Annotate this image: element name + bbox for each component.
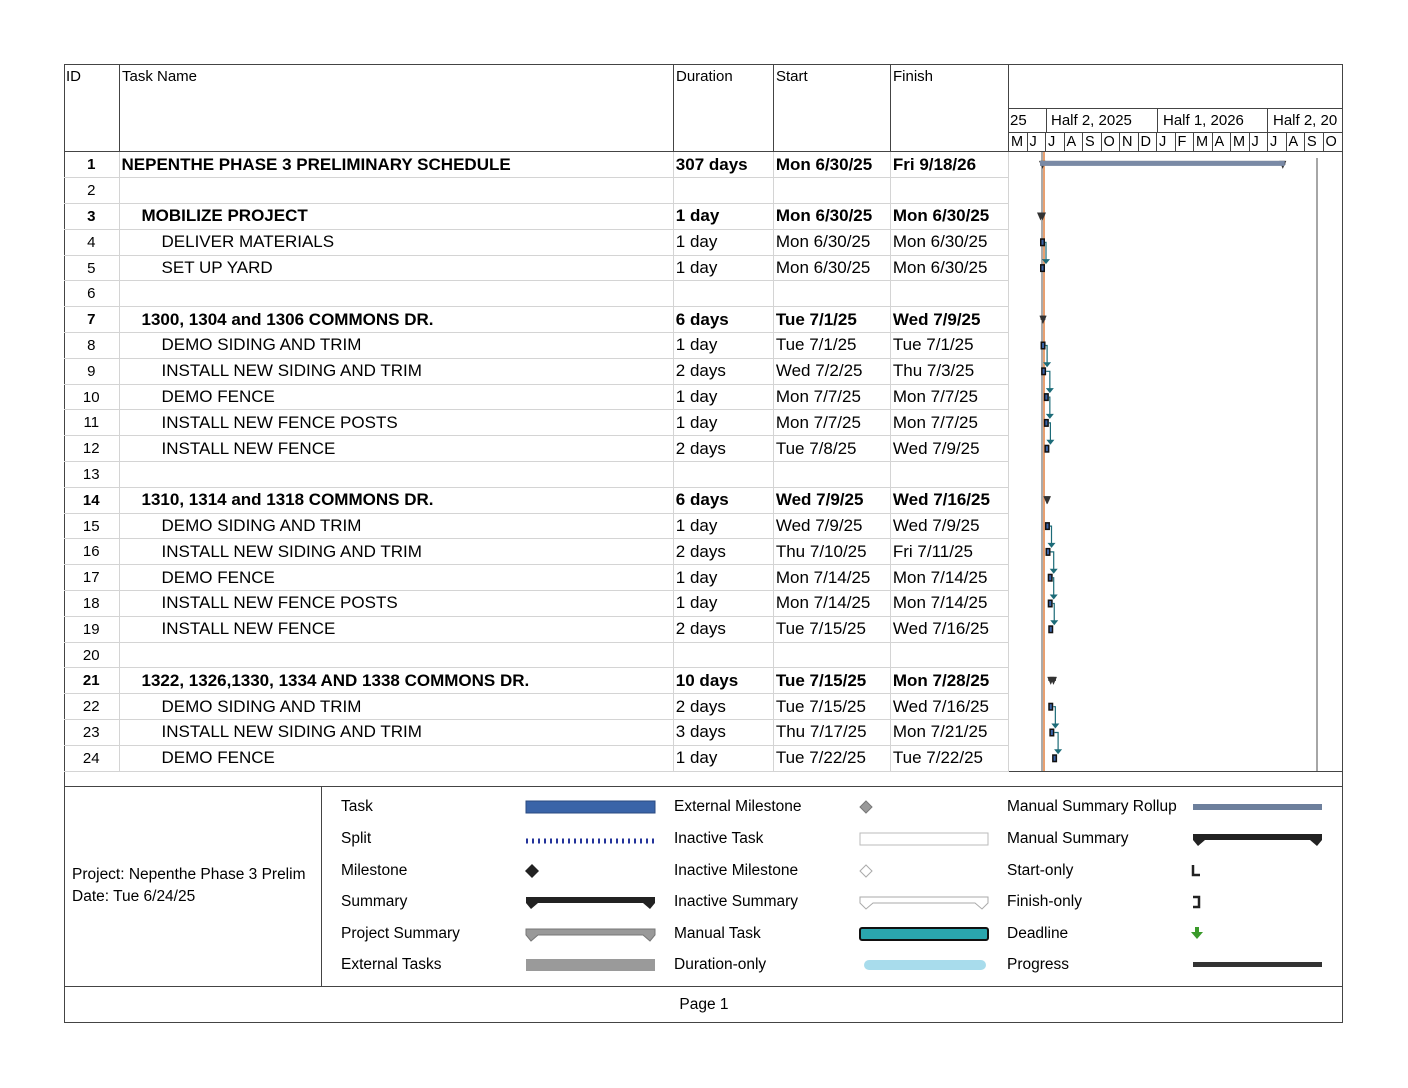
- timescale-month-divider: [1193, 132, 1194, 151]
- legend-label: Deadline: [1007, 925, 1069, 942]
- task-bar-fill: [1049, 575, 1051, 580]
- task-start: Mon 6/30/25: [773, 255, 890, 281]
- task-id: 13: [64, 462, 119, 488]
- task-id: 23: [64, 720, 119, 746]
- task-start: Mon 6/30/25: [773, 152, 890, 178]
- task-finish: Tue 7/1/25: [890, 333, 1008, 359]
- external-tasks-bar-icon: [526, 959, 655, 971]
- task-finish: [890, 281, 1008, 307]
- timescale-month-divider: [1101, 132, 1102, 151]
- dependency-arrow: [1046, 414, 1054, 419]
- task-finish: Wed 7/9/25: [890, 307, 1008, 333]
- task-row[interactable]: [64, 720, 1009, 746]
- timescale-month-divider: [1249, 132, 1250, 151]
- task-row[interactable]: [64, 436, 1009, 462]
- task-row[interactable]: [64, 204, 1009, 230]
- timescale-month-label: F: [1177, 134, 1187, 150]
- finish-only-icon: [1193, 897, 1199, 907]
- milestone-diamond-icon: [525, 864, 539, 878]
- timescale-month-divider: [1082, 132, 1083, 151]
- timescale-month-divider: [1027, 132, 1028, 151]
- header-duration: Duration: [676, 68, 733, 85]
- task-duration: 1 day: [673, 410, 773, 436]
- task-finish: Mon 6/30/25: [890, 229, 1008, 255]
- timescale-month-divider: [1212, 132, 1213, 151]
- task-start: Wed 7/9/25: [773, 487, 890, 513]
- task-bar-fill: [1054, 756, 1056, 761]
- footer-top-line: [64, 986, 1343, 987]
- dependency-link: [1053, 707, 1055, 725]
- task-bar-fill: [1042, 343, 1044, 348]
- dependency-link: [1050, 526, 1052, 544]
- task-id: 6: [64, 281, 119, 307]
- task-start: [773, 462, 890, 488]
- task-id: 16: [64, 539, 119, 565]
- task-name: 1310, 1314 and 1318 COMMONS DR.: [119, 487, 673, 513]
- task-name: [119, 642, 673, 668]
- task-name: INSTALL NEW SIDING AND TRIM: [119, 358, 673, 384]
- task-finish: Wed 7/9/25: [890, 513, 1008, 539]
- task-duration: 1 day: [673, 255, 773, 281]
- timescale-month-label: S: [1085, 134, 1095, 150]
- task-duration: 1 day: [673, 745, 773, 771]
- task-bar-fill: [1047, 549, 1049, 554]
- task-bar-fill: [1050, 627, 1052, 632]
- task-name: DEMO SIDING AND TRIM: [119, 333, 673, 359]
- task-bar-fill: [1051, 730, 1053, 735]
- task-name: INSTALL NEW FENCE: [119, 616, 673, 642]
- timescale-month-label: D: [1140, 134, 1151, 150]
- task-finish: Wed 7/16/25: [890, 694, 1008, 720]
- task-start: Thu 7/10/25: [773, 539, 890, 565]
- timescale-month-label: J: [1159, 134, 1167, 150]
- timescale-month-divider: [1230, 132, 1231, 151]
- manual-task-bar-icon: [860, 928, 988, 940]
- task-id: 15: [64, 513, 119, 539]
- task-finish: [890, 178, 1008, 204]
- project-summary-rollup: [1040, 161, 1285, 166]
- task-row[interactable]: [64, 616, 1009, 642]
- task-name: [119, 462, 673, 488]
- task-start: Tue 7/8/25: [773, 436, 890, 462]
- task-start: Mon 7/14/25: [773, 565, 890, 591]
- task-row[interactable]: [64, 668, 1009, 694]
- task-name: DEMO FENCE: [119, 565, 673, 591]
- summary-bar-icon: [526, 897, 655, 909]
- timescale-month-label: N: [1122, 134, 1133, 150]
- task-id: 20: [64, 642, 119, 668]
- task-finish: Fri 7/11/25: [890, 539, 1008, 565]
- task-finish: Mon 7/28/25: [890, 668, 1008, 694]
- dependency-arrow: [1050, 569, 1058, 574]
- task-start: Wed 7/2/25: [773, 358, 890, 384]
- task-duration: 6 days: [673, 487, 773, 513]
- task-finish: Wed 7/16/25: [890, 616, 1008, 642]
- legend-label: Duration-only: [674, 956, 767, 973]
- task-duration: 2 days: [673, 539, 773, 565]
- dependency-arrow: [1054, 749, 1062, 754]
- task-bar-fill: [1046, 446, 1048, 451]
- task-duration: 6 days: [673, 307, 773, 333]
- timescale-month-label: J: [1270, 134, 1278, 150]
- task-finish: Wed 7/16/25: [890, 487, 1008, 513]
- task-id: 8: [64, 333, 119, 359]
- task-row[interactable]: [64, 539, 1009, 565]
- task-id: 24: [64, 745, 119, 771]
- task-name: INSTALL NEW SIDING AND TRIM: [119, 539, 673, 565]
- task-name: MOBILIZE PROJECT: [119, 204, 673, 230]
- header-start: Start: [776, 68, 808, 85]
- task-id: 12: [64, 436, 119, 462]
- legend-label: Summary: [341, 893, 408, 910]
- dependency-arrow: [1051, 724, 1059, 729]
- dependency-link: [1046, 346, 1048, 364]
- task-bar-fill: [1046, 524, 1048, 529]
- task-id: 5: [64, 255, 119, 281]
- timescale-period-label: Half 2, 20: [1273, 112, 1338, 129]
- task-table: [64, 152, 1009, 772]
- dependency-link: [1045, 242, 1046, 260]
- task-start: Tue 7/15/25: [773, 668, 890, 694]
- dependency-arrow: [1050, 620, 1058, 625]
- task-row[interactable]: [64, 384, 1009, 410]
- task-duration: 10 days: [673, 668, 773, 694]
- task-row[interactable]: [64, 178, 1009, 204]
- summary-bar-right-cap: [1040, 316, 1047, 324]
- timescale-month-divider: [1323, 132, 1324, 151]
- task-row[interactable]: [64, 642, 1009, 668]
- timescale-month-divider: [1138, 132, 1139, 151]
- timescale-month-label: O: [1103, 134, 1115, 150]
- legend-label: Start-only: [1007, 862, 1074, 879]
- task-id: 17: [64, 565, 119, 591]
- task-start: Wed 7/9/25: [773, 513, 890, 539]
- task-id: 9: [64, 358, 119, 384]
- task-row[interactable]: [64, 462, 1009, 488]
- task-name: [119, 178, 673, 204]
- task-duration: 3 days: [673, 720, 773, 746]
- legend-label: Finish-only: [1007, 893, 1082, 910]
- legend-date: Date: Tue 6/24/25: [72, 888, 196, 905]
- task-row[interactable]: [64, 745, 1009, 771]
- dependency-link: [1049, 423, 1051, 441]
- legend-label: Project Summary: [341, 925, 460, 942]
- task-bar-icon: [526, 801, 655, 813]
- task-id: 4: [64, 229, 119, 255]
- task-bar-fill: [1049, 601, 1051, 606]
- inactive-milestone-icon: [860, 865, 872, 877]
- task-duration: [673, 642, 773, 668]
- task-duration: 2 days: [673, 694, 773, 720]
- task-duration: 307 days: [673, 152, 773, 178]
- task-duration: [673, 281, 773, 307]
- task-row[interactable]: [64, 229, 1009, 255]
- task-bar-fill: [1042, 266, 1044, 271]
- timescale-month-divider: [1156, 132, 1157, 151]
- timescale-month-divider: [1175, 132, 1176, 151]
- task-finish: Mon 7/21/25: [890, 720, 1008, 746]
- task-duration: 2 days: [673, 436, 773, 462]
- task-row[interactable]: [64, 358, 1009, 384]
- timescale-month-label: J: [1048, 134, 1056, 150]
- timescale-month-divider: [1119, 132, 1120, 151]
- manual-summary-bar-icon: [1193, 834, 1322, 846]
- task-name: DELIVER MATERIALS: [119, 229, 673, 255]
- task-name: DEMO FENCE: [119, 384, 673, 410]
- task-finish: Mon 6/30/25: [890, 255, 1008, 281]
- task-finish: Mon 7/7/25: [890, 384, 1008, 410]
- timescale-month-divider: [1286, 132, 1287, 151]
- timescale-month-label: O: [1325, 134, 1337, 150]
- task-bar-fill: [1045, 395, 1047, 400]
- legend-label: Split: [341, 830, 372, 847]
- legend-label: Inactive Task: [674, 830, 764, 847]
- task-duration: 1 day: [673, 333, 773, 359]
- task-row[interactable]: [64, 152, 1009, 178]
- task-duration: 1 day: [673, 384, 773, 410]
- timescale-month-label: J: [1251, 134, 1259, 150]
- task-name: INSTALL NEW FENCE POSTS: [119, 591, 673, 617]
- task-start: Mon 6/30/25: [773, 204, 890, 230]
- task-id: 21: [64, 668, 119, 694]
- task-row[interactable]: [64, 565, 1009, 591]
- header-task-name: Task Name: [122, 68, 198, 85]
- task-start: Tue 7/1/25: [773, 307, 890, 333]
- task-name: DEMO SIDING AND TRIM: [119, 694, 673, 720]
- task-duration: 1 day: [673, 229, 773, 255]
- task-name: DEMO SIDING AND TRIM: [119, 513, 673, 539]
- task-finish: Mon 7/7/25: [890, 410, 1008, 436]
- task-finish: [890, 642, 1008, 668]
- timescale-month-label: J: [1029, 134, 1037, 150]
- task-finish: Wed 7/9/25: [890, 436, 1008, 462]
- task-start: Mon 7/7/25: [773, 384, 890, 410]
- task-row[interactable]: [64, 333, 1009, 359]
- task-name: SET UP YARD: [119, 255, 673, 281]
- task-duration: 2 days: [673, 616, 773, 642]
- task-bar-fill: [1042, 240, 1044, 245]
- task-id: 19: [64, 616, 119, 642]
- task-name: NEPENTHE PHASE 3 PRELIMINARY SCHEDULE: [119, 152, 673, 178]
- task-id: 14: [64, 487, 119, 513]
- timescale-month-divider: [1267, 132, 1268, 151]
- task-id: 10: [64, 384, 119, 410]
- legend-label: Task: [341, 798, 373, 815]
- task-bar-fill: [1045, 420, 1047, 425]
- task-name: INSTALL NEW FENCE: [119, 436, 673, 462]
- task-start: Tue 7/22/25: [773, 745, 890, 771]
- dependency-arrow: [1046, 440, 1054, 445]
- dependency-link: [1046, 371, 1050, 389]
- task-id: 2: [64, 178, 119, 204]
- dependency-arrow: [1048, 543, 1056, 548]
- task-finish: Mon 7/14/25: [890, 565, 1008, 591]
- timescale-period-divider: [1267, 108, 1268, 132]
- dependency-link: [1054, 733, 1058, 751]
- timescale-month-label: M: [1011, 134, 1024, 150]
- header-id: ID: [66, 68, 81, 85]
- task-id: 11: [64, 410, 119, 436]
- task-name: [119, 281, 673, 307]
- timescale-month-label: A: [1214, 134, 1225, 150]
- task-name: 1300, 1304 and 1306 COMMONS DR.: [119, 307, 673, 333]
- start-only-icon: [1193, 865, 1200, 875]
- dependency-link: [1053, 604, 1055, 622]
- task-finish: Tue 7/22/25: [890, 745, 1008, 771]
- page-number: Page 1: [679, 996, 729, 1013]
- task-start: [773, 642, 890, 668]
- project-summary-bar-icon: [526, 929, 655, 941]
- task-start: Mon 6/30/25: [773, 229, 890, 255]
- task-row[interactable]: [64, 591, 1009, 617]
- manual-summary-rollup-icon: [1193, 804, 1322, 810]
- timescale-month-divider: [1304, 132, 1305, 151]
- task-bar-fill: [1050, 704, 1052, 709]
- legend-label: Inactive Milestone: [674, 862, 799, 879]
- task-start: Tue 7/15/25: [773, 616, 890, 642]
- task-row[interactable]: [64, 410, 1009, 436]
- timescale-month-label: A: [1288, 134, 1299, 150]
- header-finish: Finish: [893, 68, 934, 85]
- task-start: Tue 7/1/25: [773, 333, 890, 359]
- task-start: Thu 7/17/25: [773, 720, 890, 746]
- task-duration: 1 day: [673, 204, 773, 230]
- task-id: 18: [64, 591, 119, 617]
- timescale-period-divider: [1046, 108, 1047, 132]
- progress-bar-icon: [1193, 962, 1322, 967]
- timescale-month-label: M: [1233, 134, 1246, 150]
- task-finish: Thu 7/3/25: [890, 358, 1008, 384]
- task-name: INSTALL NEW SIDING AND TRIM: [119, 720, 673, 746]
- task-duration: 1 day: [673, 591, 773, 617]
- timescale-period-label: Half 1, 2026: [1163, 112, 1244, 129]
- task-id: 1: [64, 152, 119, 178]
- task-start: Mon 7/14/25: [773, 591, 890, 617]
- timescale-month-label: S: [1307, 134, 1317, 150]
- deadline-arrow-icon: [1191, 927, 1203, 939]
- timescale-month-divider: [1064, 132, 1065, 151]
- legend-label: Manual Summary: [1007, 830, 1129, 847]
- timescale-month-label: M: [1196, 134, 1209, 150]
- legend-label: External Milestone: [674, 798, 802, 815]
- task-start: [773, 281, 890, 307]
- task-finish: Mon 6/30/25: [890, 204, 1008, 230]
- task-id: 22: [64, 694, 119, 720]
- task-duration: [673, 178, 773, 204]
- timescale-top-line: [1008, 108, 1343, 109]
- duration-only-bar-icon: [864, 960, 986, 970]
- task-start: [773, 178, 890, 204]
- dependency-link: [1053, 578, 1054, 596]
- task-name: DEMO FENCE: [119, 745, 673, 771]
- task-finish: Mon 7/14/25: [890, 591, 1008, 617]
- timescale-period-label: Half 2, 2025: [1051, 112, 1132, 129]
- timescale-mid-line: [1008, 132, 1343, 133]
- inactive-summary-bar-icon: [860, 897, 988, 909]
- inactive-task-bar-icon: [860, 833, 988, 845]
- task-id: 3: [64, 204, 119, 230]
- task-row[interactable]: [64, 487, 1009, 513]
- gantt-chart: [1009, 152, 1343, 771]
- dependency-link: [1051, 552, 1054, 570]
- task-row[interactable]: [64, 307, 1009, 333]
- timescale-period-label: 25: [1010, 112, 1027, 129]
- task-row[interactable]: [64, 513, 1009, 539]
- task-name: INSTALL NEW FENCE POSTS: [119, 410, 673, 436]
- task-start: Mon 7/7/25: [773, 410, 890, 436]
- legend-label: External Tasks: [341, 956, 442, 973]
- dependency-arrow: [1050, 595, 1058, 600]
- task-duration: [673, 462, 773, 488]
- task-name: 1322, 1326,1330, 1334 AND 1338 COMMONS DR.: [119, 668, 673, 694]
- task-start: Tue 7/15/25: [773, 694, 890, 720]
- dependency-link: [1049, 397, 1050, 415]
- timescale-period-divider: [1157, 108, 1158, 132]
- legend-project-name: Project: Nepenthe Phase 3 Prelim: [72, 866, 306, 883]
- dependency-arrow: [1046, 388, 1054, 393]
- task-duration: 2 days: [673, 358, 773, 384]
- legend-symbols: [0, 786, 1343, 986]
- task-row[interactable]: [64, 255, 1009, 281]
- legend-label: Manual Task: [674, 925, 761, 942]
- legend-label: Manual Summary Rollup: [1007, 798, 1177, 815]
- task-bar-fill: [1043, 369, 1045, 374]
- task-duration: 1 day: [673, 565, 773, 591]
- task-finish: [890, 462, 1008, 488]
- task-row[interactable]: [64, 694, 1009, 720]
- external-milestone-icon: [860, 801, 872, 813]
- task-finish: Fri 9/18/26: [890, 152, 1008, 178]
- task-row[interactable]: [64, 281, 1009, 307]
- legend-label: Progress: [1007, 956, 1070, 973]
- timescale-month-divider: [1045, 132, 1046, 151]
- task-duration: 1 day: [673, 513, 773, 539]
- legend-label: Milestone: [341, 862, 408, 879]
- task-id: 7: [64, 307, 119, 333]
- timescale-month-label: A: [1066, 134, 1077, 150]
- legend-label: Inactive Summary: [674, 893, 799, 910]
